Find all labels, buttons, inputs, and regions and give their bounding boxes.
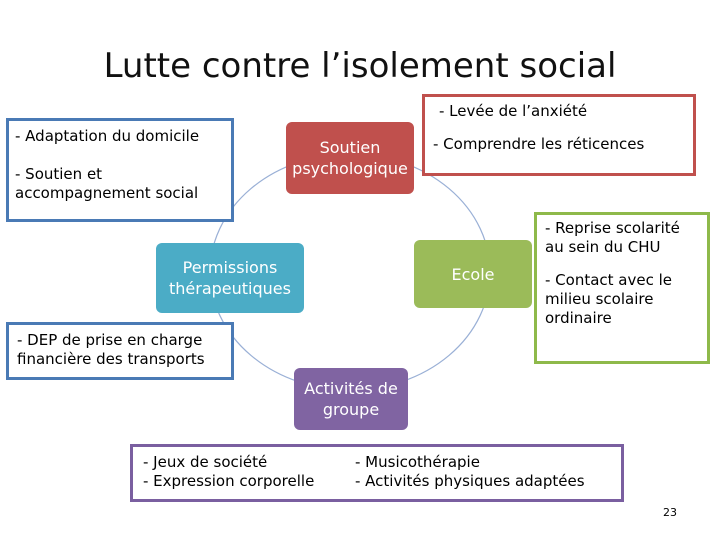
spacer (433, 121, 685, 135)
anxiety-text: - Levée de l’anxiété (439, 102, 588, 120)
school-resume-text-2: au sein du CHU (545, 238, 661, 256)
reluctance-text: - Comprendre les réticences (433, 135, 645, 153)
body-expression-text: - Expression corporelle (143, 472, 315, 490)
node-permissions-line-2: thérapeutiques (169, 279, 291, 298)
school-box (534, 212, 710, 364)
school-resume-text: - Reprise scolarité (545, 219, 680, 237)
board-games-text: - Jeux de société (143, 453, 268, 471)
social-support-text-2: accompagnement social (15, 184, 199, 202)
node-soutien-line-2: psychologique (292, 159, 408, 178)
node-permissions-therapeutiques (156, 243, 304, 313)
transport-text: - DEP de prise en charge (17, 331, 203, 349)
home-support-box (6, 118, 234, 222)
node-soutien-line-1: Soutien (319, 138, 381, 157)
node-ecole-label: Ecole (451, 264, 495, 284)
group-activities-box (130, 444, 624, 502)
node-activites-de-groupe (294, 368, 408, 430)
page-number: 23 (663, 506, 677, 519)
node-ecole (414, 240, 532, 308)
transport-text-2: financière des transports (17, 350, 205, 368)
node-soutien-psychologique (286, 122, 414, 194)
spacer (15, 146, 225, 165)
school-contact-text: - Contact avec le (545, 271, 673, 289)
node-activites-line-2: groupe (322, 400, 380, 419)
transport-box (6, 322, 234, 380)
node-permissions-line-1: Permissions (182, 258, 278, 277)
spacer (545, 257, 701, 271)
social-support-text: - Soutien et (15, 165, 103, 183)
slide-title: Lutte contre l’isolement social (103, 46, 617, 86)
node-activites-line-1: Activités de (304, 379, 398, 398)
home-adaptation-text: - Adaptation du domicile (15, 127, 200, 145)
anxiety-box (422, 94, 696, 176)
music-therapy-text: - Musicothérapie (355, 453, 480, 471)
school-contact-text-3: ordinaire (545, 309, 612, 327)
physical-activities-text: - Activités physiques adaptées (355, 472, 585, 490)
school-contact-text-2: milieu scolaire (545, 290, 654, 308)
